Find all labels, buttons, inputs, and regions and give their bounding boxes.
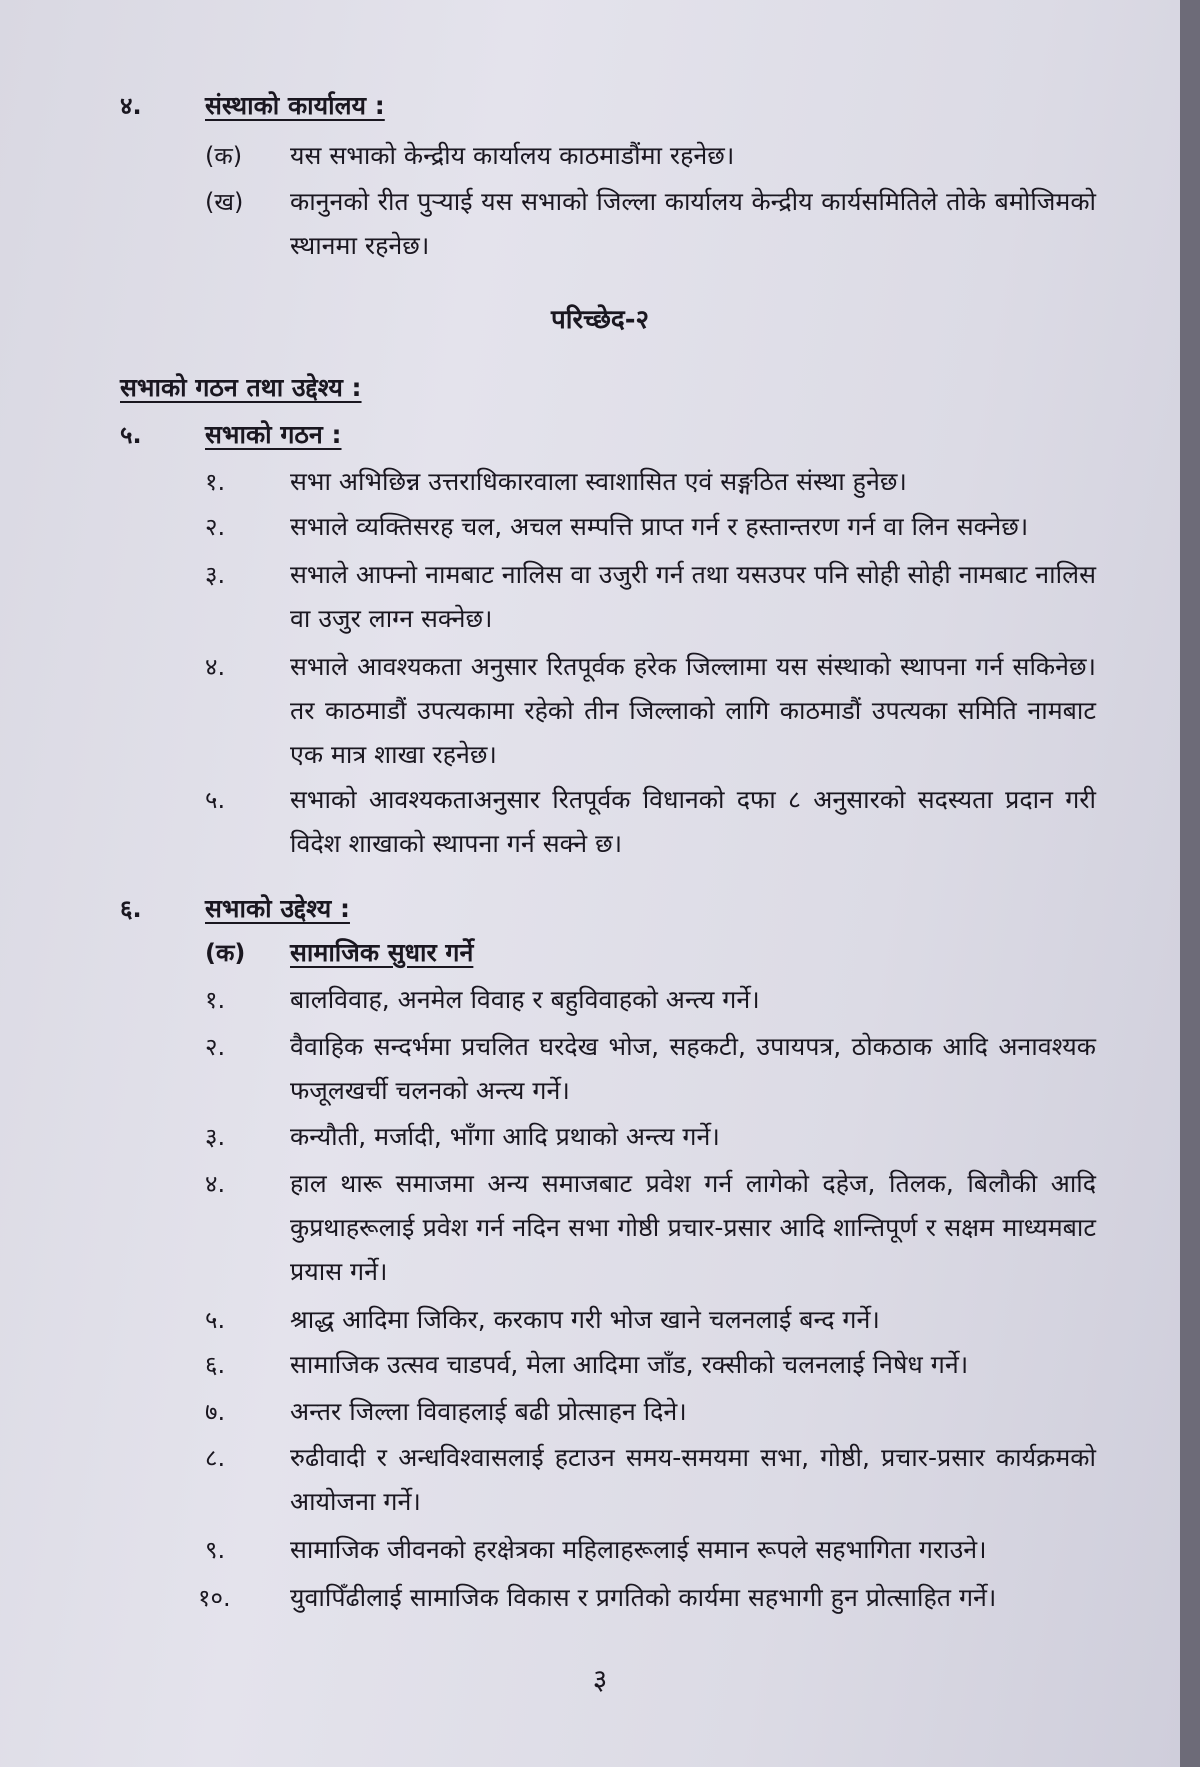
section-heading: संस्थाको कार्यालय : (205, 91, 385, 120)
item-text: अन्तर जिल्ला विवाहलाई बढी प्रोत्साहन दिने। (290, 1397, 687, 1426)
item-label: १. (205, 986, 226, 1014)
item-text: सभाले आफ्नो नामबाट नालिस वा उजुरी गर्न तथा यसउपर पनि सोही सोही नामबाट नालिस वा उजुर लाग्न सक्नेछ। (290, 560, 1096, 633)
item-text: श्राद्ध आदिमा जिकिर, करकाप गरी भोज खाने चलनलाई बन्द गर्ने। (290, 1305, 880, 1334)
chapter-title: परिच्छेद-२ (550, 305, 650, 335)
item-text: कानुनको रीत पुऱ्याई यस सभाको जिल्ला कार्यालय केन्द्रीय कार्यसमितिले तोके बमोजिमको स्थानमा रहनेछ। (290, 187, 1096, 260)
item-text: हाल थारू समाजमा अन्य समाजबाट प्रवेश गर्न लागेको दहेज, तिलक, बिलौकी आदि कुप्रथाहरूलाई प्रवेश गर्न नदिन सभा गोष्ठी प्रचार-प्रसार आदि शान्तिपूर्ण र सक्षम माध्यमबाट प्रयास गर्ने। (290, 1169, 1096, 1286)
item-label: २. (205, 513, 226, 541)
item-label: ७. (205, 1398, 226, 1426)
item-text: वैवाहिक सन्दर्भमा प्रचलित घरदेख भोज, सहकटी, उपायपत्र, ठोकठाक आदि अनावश्यक फजूलखर्ची चलनको अन्त्य गर्ने। (290, 1032, 1096, 1105)
item-label: १. (205, 468, 226, 496)
subsection-label: (क) (205, 939, 246, 967)
item-label: ४. (205, 653, 226, 681)
section-number: ५. (120, 421, 142, 449)
section-heading: सभाको गठन : (205, 420, 342, 449)
item-text: सामाजिक उत्सव चाडपर्व, मेला आदिमा जाँड, रक्सीको चलनलाई निषेध गर्ने। (290, 1350, 969, 1379)
item-text: रुढीवादी र अन्धविश्वासलाई हटाउन समय-समयमा सभा, गोष्ठी, प्रचार-प्रसार कार्यक्रमको आयोजना गर्ने। (290, 1443, 1096, 1516)
item-text: कन्यौती, मर्जादी, भाँगा आदि प्रथाको अन्त्य गर्ने। (290, 1122, 720, 1151)
item-text: युवापिँढीलाई सामाजिक विकास र प्रगतिको कार्यमा सहभागी हुन प्रोत्साहित गर्ने। (290, 1583, 997, 1612)
item-label: ४. (205, 1170, 226, 1198)
item-label: १०. (198, 1584, 231, 1612)
chapter-heading: सभाको गठन तथा उद्देश्य : (120, 373, 362, 402)
section-number: ४. (120, 92, 142, 120)
item-label: ३. (205, 1123, 226, 1151)
item-label: ६. (205, 1351, 226, 1379)
item-label: २. (205, 1033, 226, 1061)
item-label: (ख) (205, 188, 244, 216)
page-number: ३ (592, 1663, 608, 1696)
item-label: ५. (205, 1306, 226, 1334)
subsection-heading: सामाजिक सुधार गर्ने (290, 938, 474, 967)
item-text: सभाले व्यक्तिसरह चल, अचल सम्पत्ति प्राप्त गर्न र हस्तान्तरण गर्न वा लिन सक्नेछ। (290, 512, 1029, 541)
item-text: यस सभाको केन्द्रीय कार्यालय काठमाडौंमा रहनेछ। (290, 141, 735, 170)
item-text: सभाले आवश्यकता अनुसार रितपूर्वक हरेक जिल्लामा यस संस्थाको स्थापना गर्न सकिनेछ। तर काठमाडौं उपत्यकामा रहेको तीन जिल्लाको लागि काठमाडौं उपत्यका समिति नामबाट एक मात्र शाखा रहनेछ। (290, 652, 1096, 769)
section-number: ६. (120, 895, 142, 923)
page-edge-shadow (1180, 0, 1200, 1767)
item-text: सभा अभिछिन्न उत्तराधिकारवाला स्वाशासित एवं सङ्गठित संस्था हुनेछ। (290, 467, 907, 496)
item-label: (क) (205, 142, 243, 170)
item-label: ५. (205, 786, 226, 814)
item-text: सामाजिक जीवनको हरक्षेत्रका महिलाहरूलाई समान रूपले सहभागिता गराउने। (290, 1535, 987, 1564)
item-label: ३. (205, 561, 226, 589)
section-heading: सभाको उद्देश्य : (205, 894, 350, 923)
item-label: ८. (205, 1444, 226, 1472)
item-text: सभाको आवश्यकताअनुसार रितपूर्वक विधानको दफा ८ अनुसारको सदस्यता प्रदान गरी विदेश शाखाको स्थापना गर्न सक्ने छ। (290, 785, 1096, 858)
item-label: ९. (205, 1536, 226, 1564)
item-text: बालविवाह, अनमेल विवाह र बहुविवाहको अन्त्य गर्ने। (290, 985, 760, 1014)
